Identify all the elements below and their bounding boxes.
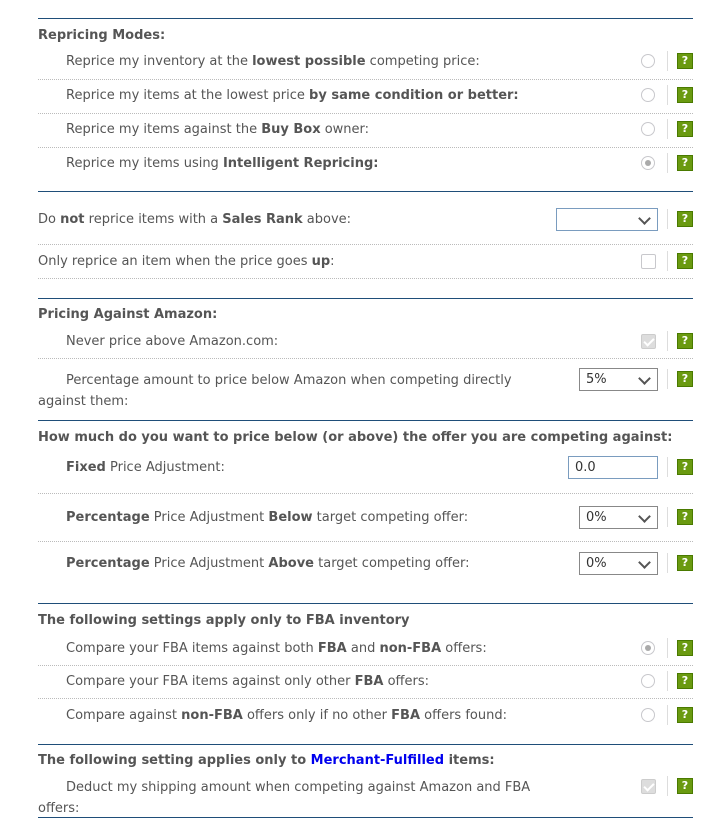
setting-label [66, 671, 546, 692]
section-heading [38, 753, 495, 768]
setting-label [38, 777, 538, 819]
help-icon[interactable]: ? [677, 509, 693, 525]
section-divider [38, 420, 693, 421]
label-part: Percentage [66, 556, 150, 571]
label-part: Percentage amount to price below Amazon when competing directly against them: [38, 373, 512, 409]
row-separator [38, 493, 693, 494]
radio-button[interactable] [641, 156, 655, 170]
label-part: Fixed [66, 460, 106, 475]
label-part: offers only if no other [242, 708, 392, 723]
vertical-divider [667, 119, 668, 139]
vertical-divider [667, 153, 668, 173]
section-divider [38, 191, 693, 192]
radio-button[interactable] [641, 122, 655, 136]
label-part: owner: [320, 122, 370, 137]
setting-label [66, 331, 546, 352]
chevron-down-icon [638, 556, 651, 569]
vertical-divider [667, 251, 668, 271]
checkbox[interactable] [641, 254, 656, 269]
checkbox[interactable] [641, 779, 656, 794]
setting-label [66, 153, 546, 174]
help-icon[interactable]: ? [677, 87, 693, 103]
label-part: target competing offer: [314, 556, 470, 571]
row-separator [38, 698, 693, 699]
label-part: Only reprice an item when the price goes [38, 254, 312, 269]
section-divider [38, 18, 693, 19]
chevron-down-icon [638, 212, 651, 225]
section-divider [38, 817, 693, 818]
label-part: : [330, 254, 335, 269]
setting-label [66, 85, 546, 106]
label-part: Reprice my inventory at the [66, 54, 253, 69]
section-divider [38, 744, 693, 745]
label-part: offers found: [420, 708, 507, 723]
label-part: The following setting applies only to [38, 753, 311, 768]
help-icon[interactable]: ? [677, 155, 693, 171]
label-part: Buy Box [261, 122, 321, 137]
vertical-divider [667, 553, 668, 573]
dropdown-select[interactable] [579, 368, 658, 391]
label-part: non-FBA [379, 641, 442, 656]
row-separator [38, 244, 693, 245]
row-separator [38, 278, 693, 279]
section-heading: Repricing Modes: [38, 28, 166, 43]
label-part: items: [444, 753, 495, 768]
help-icon[interactable]: ? [677, 640, 693, 656]
radio-button[interactable] [641, 641, 655, 655]
label-part: Above [268, 556, 314, 571]
label-part: Price Adjustment [149, 556, 269, 571]
label-part: above: [302, 212, 352, 227]
radio-button[interactable] [641, 708, 655, 722]
label-part: up [311, 254, 331, 269]
radio-button[interactable] [641, 674, 655, 688]
help-icon[interactable]: ? [677, 371, 693, 387]
radio-button[interactable] [641, 54, 655, 68]
label-part: Reprice my items against the [66, 122, 262, 137]
setting-label [66, 457, 546, 478]
setting-label [66, 553, 546, 574]
section-divider [38, 603, 693, 604]
section-heading: How much do you want to price below (or above) the offer you are competing against: [38, 430, 673, 445]
checkbox[interactable] [641, 334, 656, 349]
label-part: FBA [391, 708, 421, 723]
select-value: 0% [586, 510, 607, 525]
section-divider [38, 298, 693, 299]
setting-label [66, 119, 546, 140]
help-icon[interactable]: ? [677, 707, 693, 723]
setting-label [66, 705, 546, 726]
row-separator [38, 541, 693, 542]
chevron-down-icon [638, 510, 651, 523]
label-part: Below [268, 510, 313, 525]
radio-button[interactable] [641, 88, 655, 102]
vertical-divider [667, 331, 668, 351]
vertical-divider [667, 776, 668, 796]
label-part: Price Adjustment: [105, 460, 225, 475]
section-heading: Pricing Against Amazon: [38, 307, 218, 322]
row-separator [38, 358, 693, 359]
label-part: FBA [317, 641, 347, 656]
help-icon[interactable]: ? [677, 459, 693, 475]
dropdown-select[interactable] [579, 506, 658, 529]
chevron-down-icon [638, 372, 651, 385]
vertical-divider [667, 705, 668, 725]
price-adjustment-input[interactable]: 0.0 [568, 456, 658, 479]
help-icon[interactable]: ? [677, 253, 693, 269]
label-part: Reprice my items using [66, 156, 223, 171]
help-icon[interactable]: ? [677, 333, 693, 349]
help-icon[interactable]: ? [677, 53, 693, 69]
label-part: and [346, 641, 380, 656]
label-part: Compare your FBA items against only other [66, 674, 355, 689]
label-part: reprice items with a [84, 212, 223, 227]
label-part: Deduct my shipping amount when competing against Amazon and FBA offers: [38, 780, 531, 816]
label-part: Percentage [66, 510, 150, 525]
row-separator [38, 665, 693, 666]
select-value: 5% [586, 372, 607, 387]
vertical-divider [667, 638, 668, 658]
label-part: non-FBA [181, 708, 243, 723]
vertical-divider [667, 209, 668, 229]
row-separator [38, 113, 693, 114]
help-icon[interactable]: ? [677, 211, 693, 227]
label-part: Price Adjustment [149, 510, 269, 525]
section-heading: The following settings apply only to FBA inventory [38, 613, 410, 628]
setting-label [38, 370, 538, 412]
setting-label [66, 51, 546, 72]
label-part: Never price above Amazon.com: [66, 334, 279, 349]
vertical-divider [667, 457, 668, 477]
setting-label [66, 638, 546, 659]
label-part: offers: [441, 641, 487, 656]
vertical-divider [667, 85, 668, 105]
label-part: lowest possible [252, 54, 366, 69]
vertical-divider [667, 369, 668, 389]
help-icon[interactable]: ? [677, 121, 693, 137]
label-part: Compare against [66, 708, 182, 723]
merchant-fulfilled-link[interactable]: Merchant-Fulfilled [310, 753, 445, 768]
select-value: 0% [586, 556, 607, 571]
row-separator [38, 147, 693, 148]
vertical-divider [667, 507, 668, 527]
setting-label [66, 507, 546, 528]
vertical-divider [667, 671, 668, 691]
label-part: Do [38, 212, 61, 227]
label-part: offers: [383, 674, 430, 689]
setting-label [38, 209, 518, 230]
row-separator [38, 79, 693, 80]
help-icon[interactable]: ? [677, 555, 693, 571]
vertical-divider [667, 51, 668, 71]
label-part: by same condition or better: [309, 88, 519, 103]
label-part: Compare your FBA items against both [66, 641, 318, 656]
setting-label [38, 251, 518, 272]
label-part: Intelligent Repricing: [222, 156, 379, 171]
label-part: FBA [354, 674, 384, 689]
label-part: not [60, 212, 85, 227]
dropdown-select[interactable] [556, 208, 658, 231]
help-icon[interactable]: ? [677, 673, 693, 689]
help-icon[interactable]: ? [677, 778, 693, 794]
label-part: target competing offer: [312, 510, 469, 525]
label-part: competing price: [365, 54, 480, 69]
label-part: Sales Rank [222, 212, 303, 227]
label-part: Reprice my items at the lowest price [66, 88, 310, 103]
dropdown-select[interactable] [579, 552, 658, 575]
